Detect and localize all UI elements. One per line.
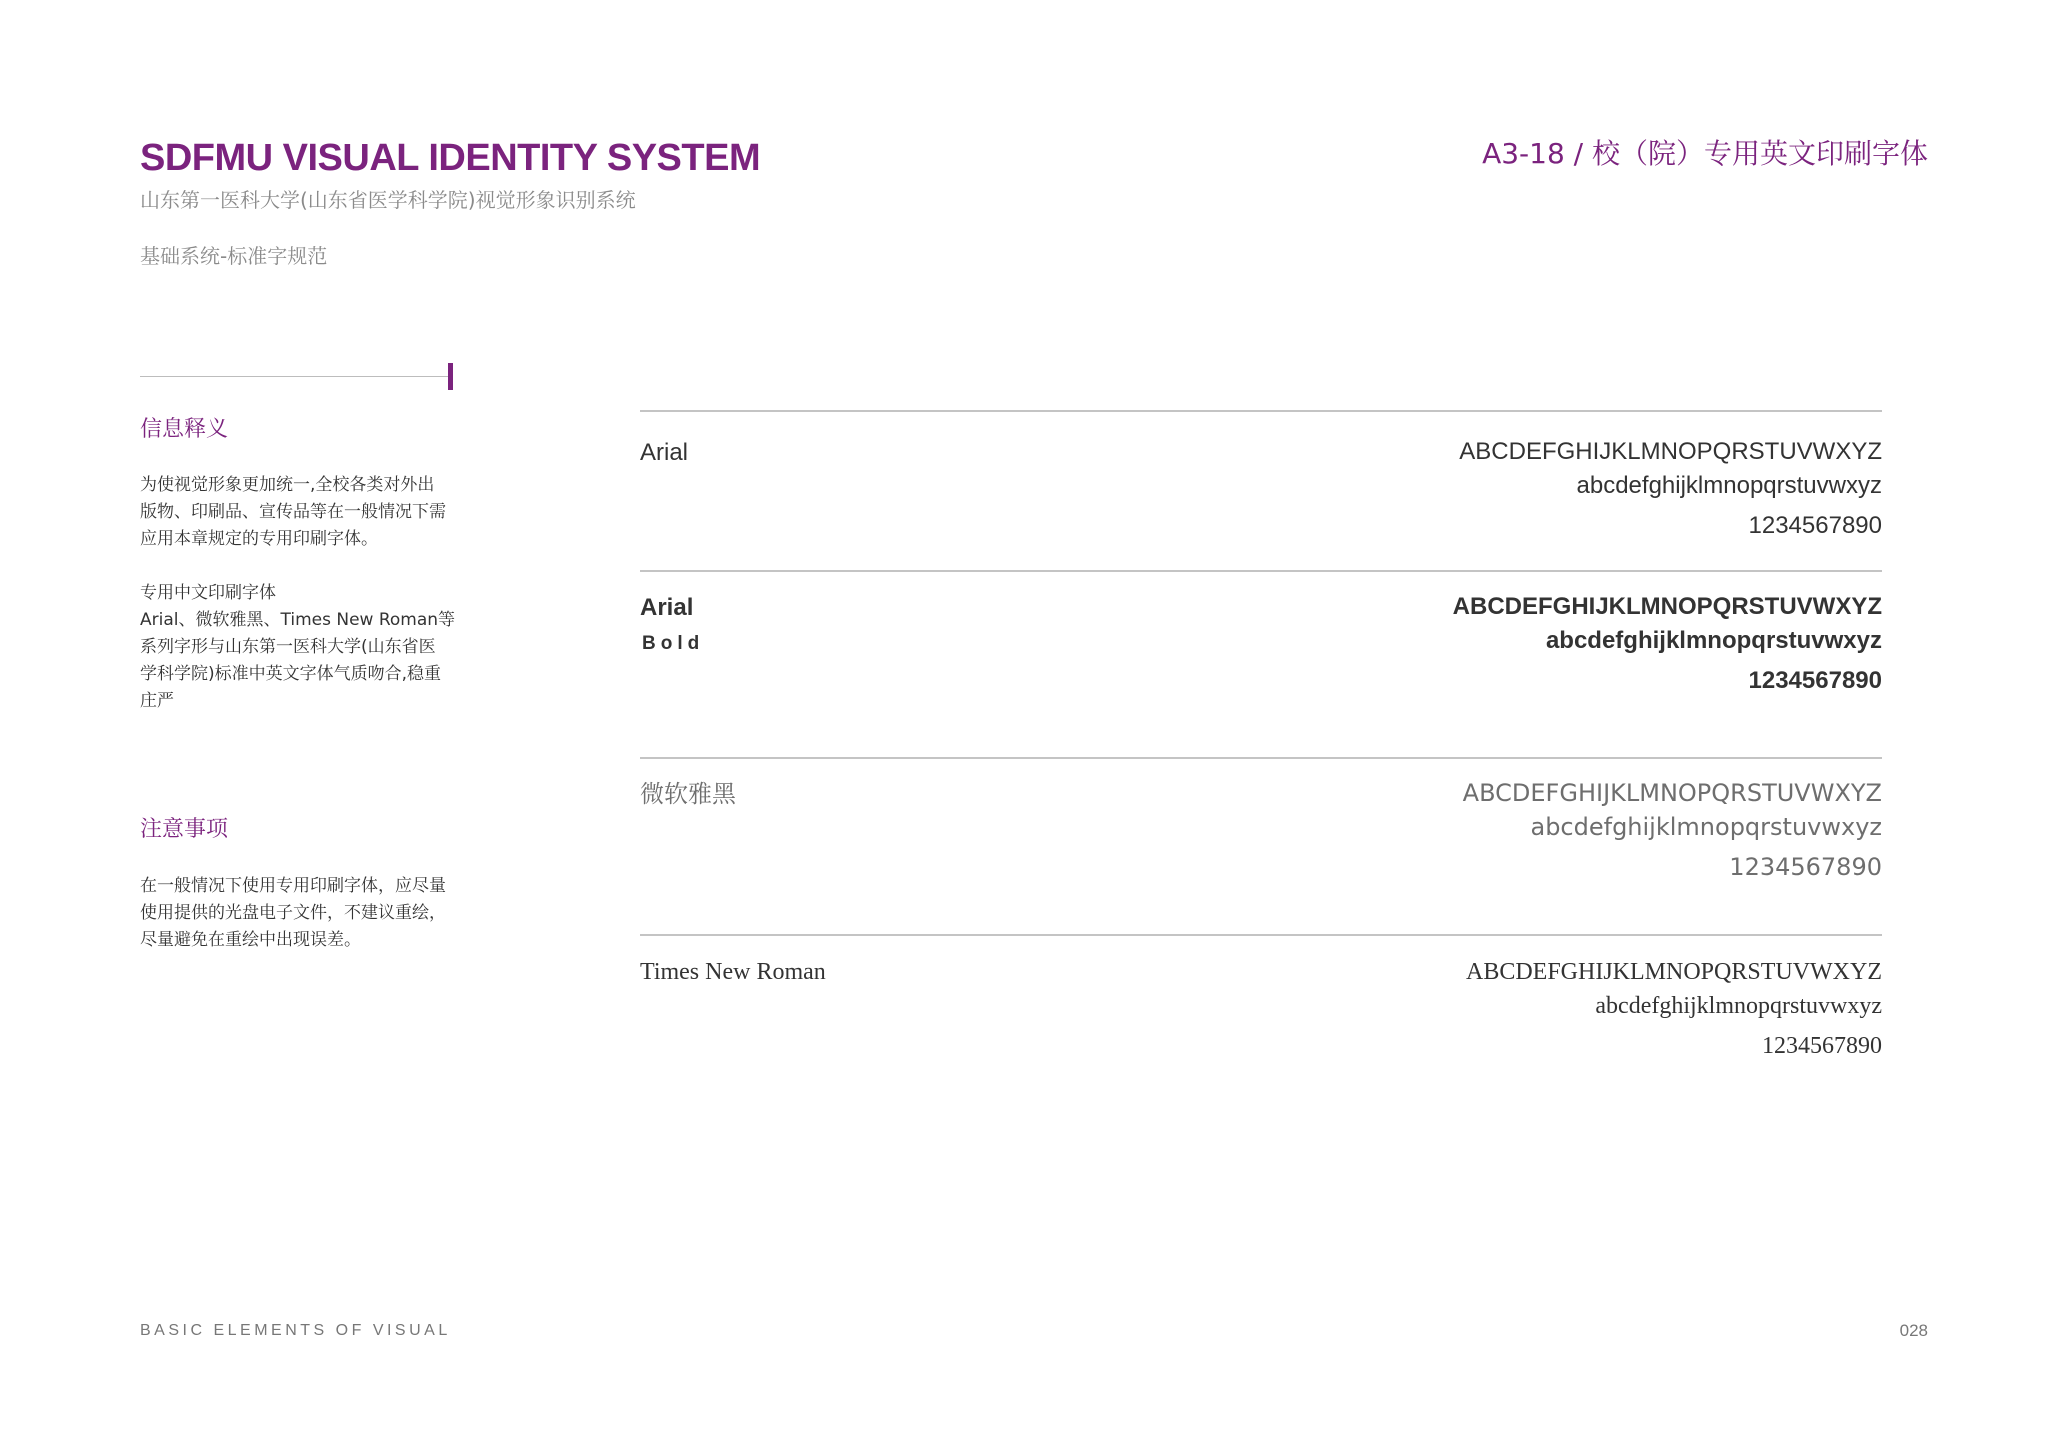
specimen-lowercase: abcdefghijklmnopqrstuvwxyz [1576, 472, 1882, 499]
specimen-uppercase: ABCDEFGHIJKLMNOPQRSTUVWXYZ [1459, 438, 1882, 465]
info-heading: 信息释义 [140, 417, 229, 442]
section-label: 基础系统-标准字规范 [140, 244, 328, 268]
font-name-microsoft-yahei: 微软雅黑 [640, 780, 736, 808]
font-name-times-new-roman: Times New Roman [640, 959, 826, 985]
specimen-lowercase: abcdefghijklmnopqrstuvwxyz [1595, 993, 1882, 1019]
notes-heading: 注意事项 [140, 817, 229, 842]
page-code: A3-18 / 校（院）专用英文印刷字体 [1482, 137, 1928, 170]
specimen-digits: 1234567890 [1762, 1033, 1882, 1059]
divider-line [640, 410, 1882, 412]
specimen-uppercase: ABCDEFGHIJKLMNOPQRSTUVWXYZ [1452, 593, 1882, 620]
font-weight-label: Bold [642, 633, 705, 654]
specimen-uppercase: ABCDEFGHIJKLMNOPQRSTUVWXYZ [1462, 779, 1882, 807]
specimen-arial-bold [1453, 590, 1882, 698]
divider-line [640, 757, 1882, 759]
font-name-arial-bold: Arial [640, 594, 694, 621]
page-title: SDFMU VISUAL IDENTITY SYSTEM [140, 137, 761, 179]
specimen-arial [1459, 435, 1882, 543]
sidebar-divider [140, 376, 448, 377]
specimen-digits: 1234567890 [1729, 853, 1882, 881]
specimen-uppercase: ABCDEFGHIJKLMNOPQRSTUVWXYZ [1465, 959, 1882, 985]
info-body: 为使视觉形象更加统一,全校各类对外出 版物、印刷品、宣传品等在一般情况下需 应用本章规定的专用印刷字体。 [140, 475, 446, 549]
page-number: 028 [1899, 1321, 1928, 1340]
specimen-microsoft-yahei [1463, 776, 1882, 884]
sidebar-divider-mark [448, 363, 453, 390]
page-subtitle: 山东第一医科大学(山东省医学科学院)视觉形象识别系统 [140, 188, 636, 212]
footer-label: BASIC ELEMENTS OF VISUAL [140, 1322, 451, 1339]
specimen-lowercase: abcdefghijklmnopqrstuvwxyz [1530, 813, 1882, 841]
specimen-lowercase: abcdefghijklmnopqrstuvwxyz [1545, 627, 1882, 654]
fonts-intro: 专用中文印刷字体 Arial、微软雅黑、Times New Roman等 系列字形与山东第一医科大学(山东省医 学科学院)标准中英文字体气质吻合,稳重 庄严 [140, 583, 456, 711]
font-name-arial: Arial [640, 439, 689, 466]
specimen-digits: 1234567890 [1748, 667, 1882, 694]
specimen-times-new-roman [1466, 955, 1882, 1063]
divider-line [640, 934, 1882, 936]
specimen-digits: 1234567890 [1748, 512, 1882, 539]
divider-line [640, 570, 1882, 572]
notes-body: 在一般情况下使用专用印刷字体，应尽量 使用提供的光盘电子文件，不建议重绘， 尽量避免在重绘中出现误差。 [140, 876, 446, 950]
